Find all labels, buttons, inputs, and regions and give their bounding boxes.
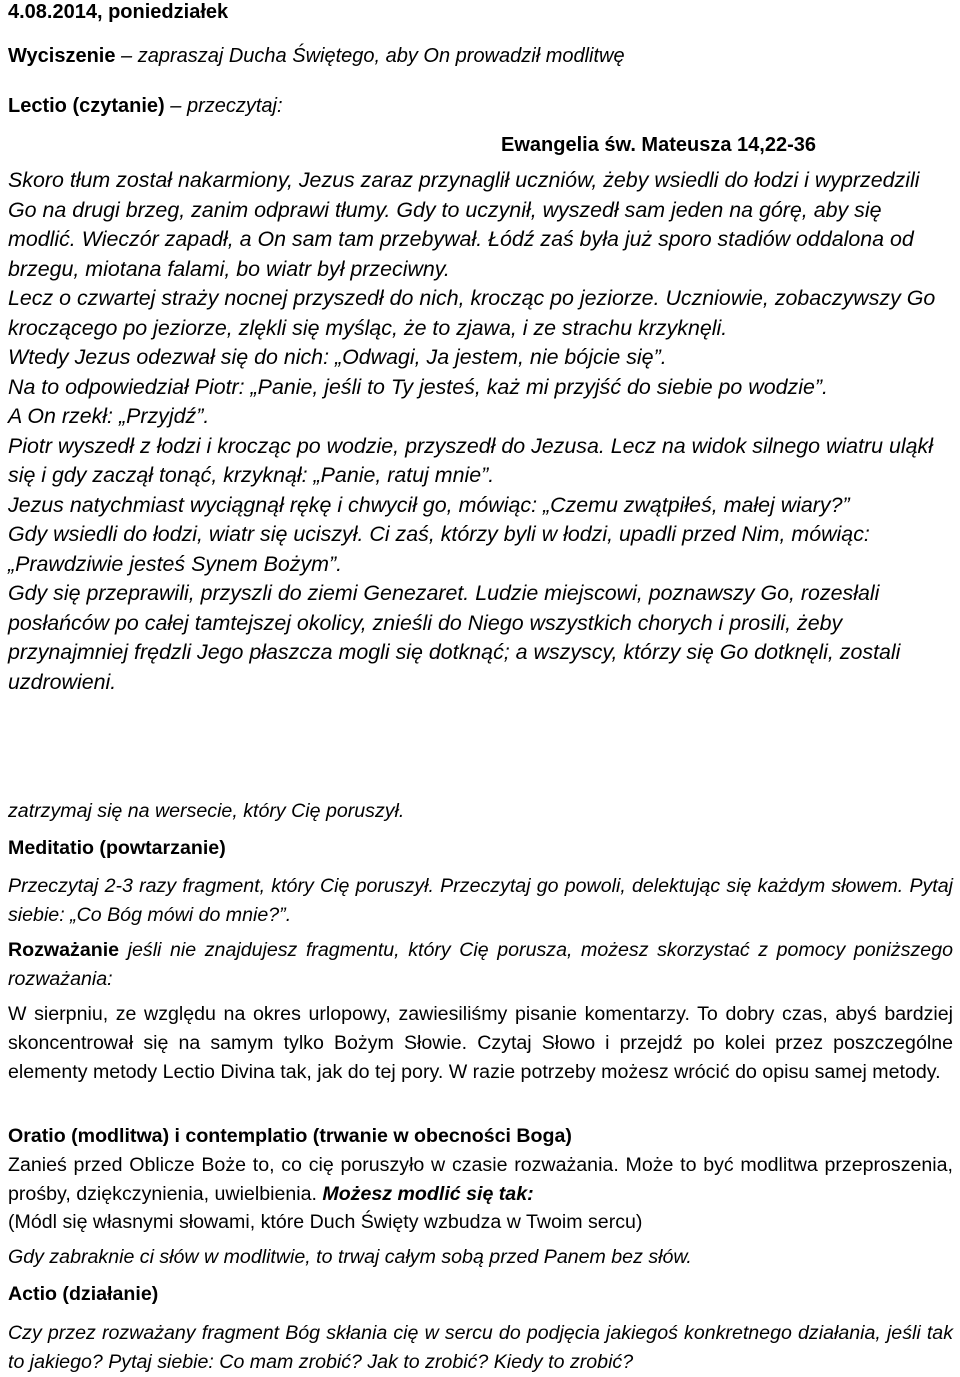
gospel-paragraph: Piotr wyszedł z łodzi i krocząc po wodzie, przyszedł do Jezusa. Lecz na widok silnego wiatru uląkł się i gdy zaczął tonąć, krzyknął: „Panie, ratuj mnie”. (8, 433, 933, 487)
actio-text: Czy przez rozważany fragment Bóg skłania cię w sercu do podjęcia jakiegoś konkretnego działania, jeśli tak to jakiego? Pytaj siebie: Co mam zrobić? Jak to zrobić? Kiedy to zrobić? (8, 1322, 953, 1373)
date-heading: 4.08.2014, poniedziałek (8, 1, 229, 23)
meditatio-title: Meditatio (powtarzanie) (8, 837, 226, 859)
oratio-text (8, 1151, 953, 1209)
oratio-note: (Módl się własnymi słowami, które Duch Święty wzbudza w Twoim sercu) (8, 1211, 643, 1233)
gospel-paragraph: Jezus natychmiast wyciągnął rękę i chwycił go, mówiąc: „Czemu zwątpiłeś, małej wiary?” (8, 492, 850, 517)
lectio-line (8, 92, 953, 121)
silence-text: – zapraszaj Ducha Świętego, aby On prowadził modlitwę (115, 45, 625, 67)
reflection-intro (8, 936, 953, 994)
gospel-paragraph: A On rzekł: „Przyjdź”. (8, 404, 210, 428)
meditatio-text: Przeczytaj 2-3 razy fragment, który Cię poruszył. Przeczytaj go powoli, delektując się każdym słowem. Pytaj siebie: „Co Bóg mówi do mnie?”. (8, 875, 953, 926)
stop-note: zatrzymaj się na wersecie, który Cię poruszył. (8, 800, 405, 822)
gospel-paragraph: Na to odpowiedział Piotr: „Panie, jeśli to Ty jesteś, każ mi przyjść do siebie po wodzie”. (8, 374, 828, 399)
oratio-emphasis: Możesz modlić się tak: (322, 1183, 534, 1205)
gospel-paragraph: Gdy wsiedli do łodzi, wiatr się uciszył. Ci zaś, którzy byli w łodzi, upadli przed Nim, mówiąc: „Prawdziwie jesteś Synem Bożym”. (8, 522, 870, 576)
silence-label: Wyciszenie (8, 45, 116, 67)
scripture-reference: Ewangelia św. Mateusza 14,22-36 (501, 134, 816, 156)
gospel-paragraph: Wtedy Jezus odezwał się do nich: „Odwagi, Ja jestem, nie bójcie się”. (8, 345, 667, 369)
oratio-closing: Gdy zabraknie ci słów w modlitwie, to trwaj całym sobą przed Panem bez słów. (8, 1246, 692, 1268)
silence-line (8, 42, 953, 71)
lectio-label: Lectio (czytanie) (8, 95, 165, 117)
oratio-body: Zanieś przed Oblicze Boże to, co cię poruszyło w czasie rozważania. Może to być modlitwa przeproszenia, prośby, dziękczynienia, uwielbienia. (8, 1154, 953, 1205)
reflection-label: Rozważanie (8, 939, 120, 961)
lectio-text: – przeczytaj: (164, 95, 283, 117)
oratio-title: Oratio (modlitwa) i contemplatio (trwanie w obecności Boga) (8, 1125, 572, 1147)
gospel-text (8, 166, 953, 697)
actio-title: Actio (działanie) (8, 1283, 159, 1305)
reflection-text: W sierpniu, ze względu na okres urlopowy, zawiesiliśmy pisanie komentarzy. To dobry czas, abyś bardziej skoncentrował się na samym tylko Bożym Słowie. Czytaj Słowo i przejdź po kolei przez poszczególne elementy metody Lectio Divina tak, jak do tej pory. W razie potrzeby możesz wrócić do opisu samej metody. (8, 1003, 953, 1083)
reflection-intro-text: jeśli nie znajdujesz fragmentu, który Cię porusza, możesz skorzystać z pomocy poniższego rozważania: (8, 939, 953, 990)
gospel-paragraph: Skoro tłum został nakarmiony, Jezus zaraz przynaglił uczniów, żeby wsiedli do łodzi i wyprzedzili Go na drugi brzeg, zanim odprawi tłumy. Gdy to uczynił, wyszedł sam jeden na górę, aby się modlić. Wieczór zapadł, a On sam tam przebywał. Łódź zaś była już sporo stadiów oddalona od brzegu, miotana falami, bo wiatr był przeciwny. (8, 168, 920, 281)
gospel-paragraph: Lecz o czwartej straży nocnej przyszedł do nich, krocząc po jeziorze. Uczniowie, zobaczywszy Go kroczącego po jeziorze, zlękli się myśląc, że to zjawa, i ze strachu krzyknęli. (8, 286, 936, 340)
gospel-paragraph: Gdy się przeprawili, przyszli do ziemi Genezaret. Ludzie miejscowi, poznawszy Go, rozesłali posłańców po całej tamtejszej okolicy, znieśli do Niego wszystkich chorych i prosili, żeby przynajmniej frędzli Jego płaszcza mogli się dotknąć; a wszyscy, którzy się Go dotknęli, zostali uzdrowieni. (8, 581, 901, 694)
